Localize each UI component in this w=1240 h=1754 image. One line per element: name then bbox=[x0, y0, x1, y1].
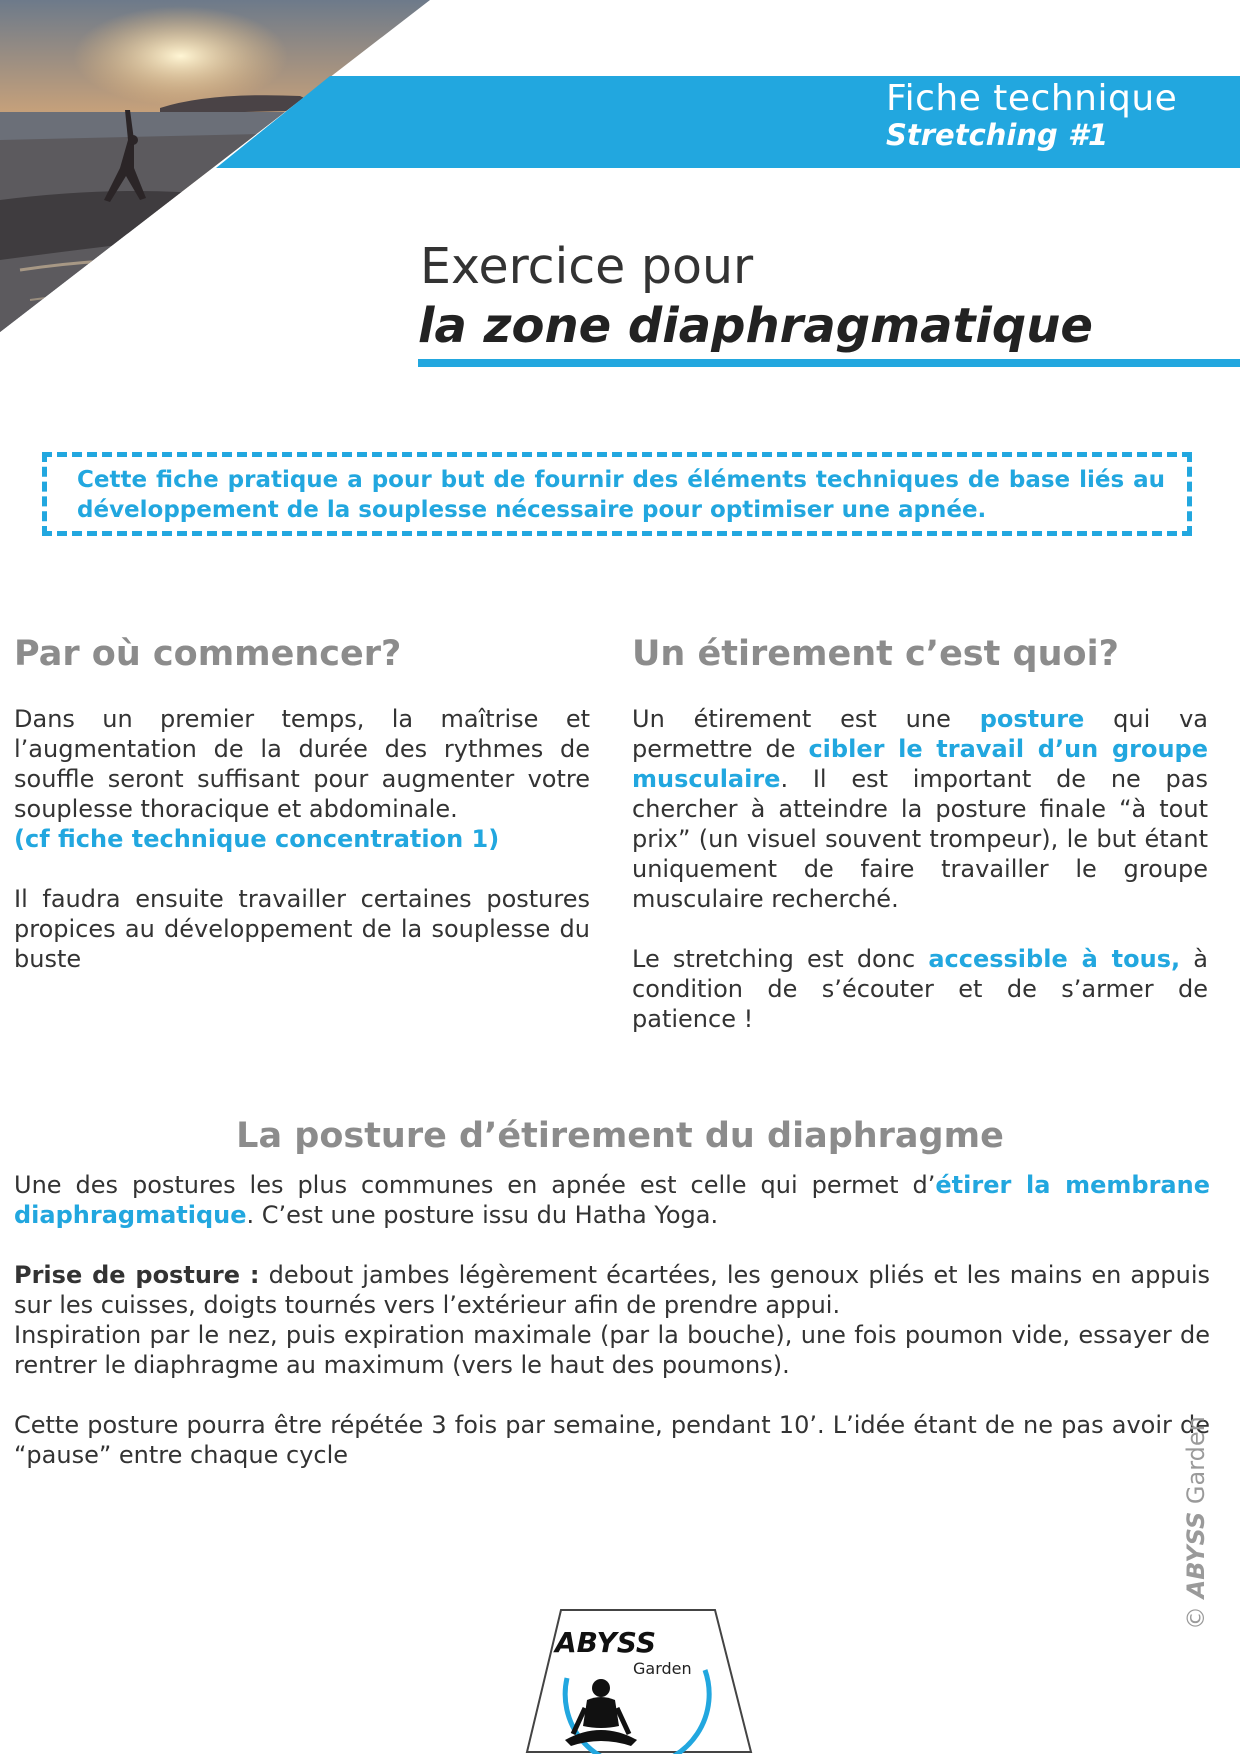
posture-section bbox=[14, 1170, 1210, 1470]
posture-paragraph-2 bbox=[14, 1260, 1210, 1320]
copyright-notice bbox=[1182, 1416, 1210, 1630]
posture-paragraph-3: Inspiration par le nez, puis expiration maximale (par la bouche), une fois poumon vide, essayer de rentrer le diaphragme au maximum (vers le haut des poumons). bbox=[14, 1321, 1210, 1379]
posture-p1-membrane: étirer la membrane diaphragmatique bbox=[14, 1171, 1210, 1229]
left-paragraph-1 bbox=[14, 704, 590, 854]
right-p2-accessible: accessible à tous, bbox=[928, 945, 1181, 973]
right-p1-posture: posture bbox=[979, 705, 1085, 733]
heading-par-ou-commencer: Par où commencer? bbox=[14, 634, 402, 674]
banner-subtitle: Stretching #1 bbox=[886, 118, 1109, 152]
logo-sub-text: Garden bbox=[633, 1659, 692, 1678]
abyss-garden-logo bbox=[515, 1608, 761, 1754]
posture-p1-c: . C’est une posture issu du Hatha Yoga. bbox=[246, 1201, 719, 1229]
right-p1-c: qui va permettre de bbox=[632, 705, 1208, 763]
left-paragraph-2: Il faudra ensuite travailler certaines postures propices au développement de la souplesse du buste bbox=[14, 885, 590, 973]
left-p1-text: Dans un premier temps, la maîtrise et l’augmentation de la durée des rythmes de souffle seront suffisant pour augmenter votre souplesse thoracique et abdominale. bbox=[14, 705, 590, 823]
copyright-brand: ABYSS bbox=[1182, 1511, 1210, 1599]
posture-p1-a: Une des postures les plus communes en apnée est celle qui permet d’ bbox=[14, 1171, 936, 1199]
posture-p2-label: Prise de posture : bbox=[14, 1261, 260, 1289]
banner-title: Fiche technique bbox=[886, 78, 1178, 119]
right-p1-cibler: cibler le travail d’un groupe musculaire bbox=[632, 735, 1208, 793]
copyright-rest: Garden bbox=[1182, 1416, 1210, 1512]
posture-paragraph-1 bbox=[14, 1170, 1210, 1230]
posture-paragraph-4: Cette posture pourra être répétée 3 fois par semaine, pendant 10’. L’idée étant de ne pas avoir de “pause” entre chaque cycle bbox=[14, 1411, 1210, 1469]
heading-etirement-quoi: Un étirement c’est quoi? bbox=[632, 634, 1119, 674]
posture-p2-text: debout jambes légèrement écartées, les genoux pliés et les mains en appuis sur les cuisses, doigts tournés vers l’extérieur afin de prendre appui. bbox=[14, 1261, 1210, 1319]
concentration-link[interactable]: (cf fiche technique concentration 1) bbox=[14, 825, 500, 853]
page-title-line2: la zone diaphragmatique bbox=[418, 298, 1093, 354]
right-paragraph-1 bbox=[632, 704, 1208, 914]
intro-text: Cette fiche pratique a pour but de fournir des éléments techniques de base liés au développement de la souplesse nécessaire pour optimiser une apnée. bbox=[77, 467, 1165, 523]
right-p2-c: à condition de s’écouter et de s’armer de patience ! bbox=[632, 945, 1209, 1033]
left-column bbox=[14, 704, 590, 974]
title-underline bbox=[418, 359, 1240, 367]
page-title-line1: Exercice pour bbox=[420, 238, 754, 295]
right-column bbox=[632, 704, 1208, 1034]
right-p2-a: Le stretching est donc bbox=[632, 945, 929, 973]
right-p1-a: Un étirement est une bbox=[632, 705, 980, 733]
right-paragraph-2 bbox=[632, 944, 1208, 1034]
right-p1-e: . Il est important de ne pas chercher à atteindre la posture finale “à tout prix” (un visuel souvent trompeur), le but étant uniquement de faire travailler le groupe musculaire recherché. bbox=[632, 765, 1208, 913]
copyright-symbol: © bbox=[1182, 1598, 1210, 1630]
heading-posture: La posture d’étirement du diaphragme bbox=[236, 1116, 1004, 1156]
logo-brand-text: ABYSS bbox=[555, 1626, 657, 1659]
